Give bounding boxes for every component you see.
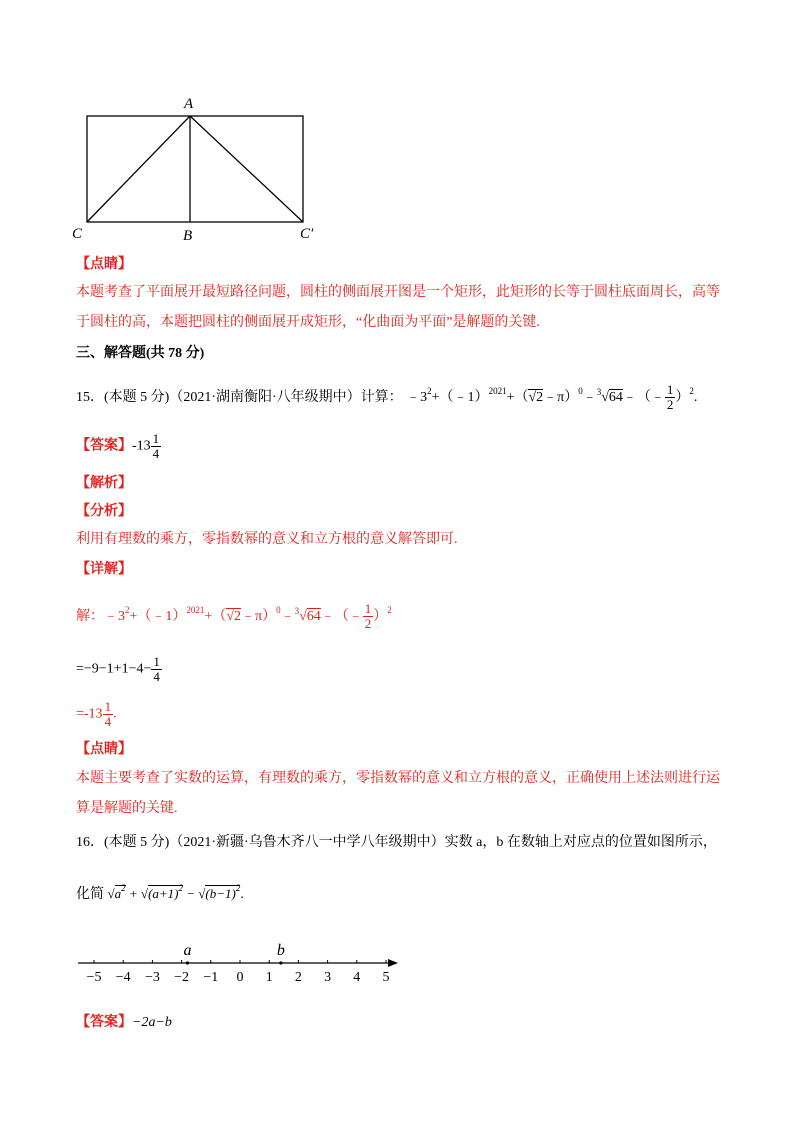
point-a (186, 961, 189, 964)
q16-expression: $√a^2 + √(a+1)^2 - √(b-1)^2$ (107, 883, 241, 901)
dianjing-heading: 【点睛】 (76, 257, 132, 272)
q16-simplify: 化简 $√a^2 + √(a+1)^2 - √(b-1)^2$. (76, 883, 244, 902)
q15-step-2: =-13 $\frac{1}{4}$ . (76, 699, 117, 729)
q15-expression: $﹣3^2+(﹣1)^{2021}+(√2﹣\pi)^0﹣^3√64﹣(﹣$ $\frac{1}{2}$ ）$^2$. (406, 382, 698, 413)
q16-simplify-label: 化简 (76, 887, 104, 902)
number-line-tick-label: −3 (144, 970, 160, 985)
q15-step2-text: =-13 (76, 706, 103, 722)
dianjing-line-2: 于圆柱的高，本题把圆柱的侧面展开成矩形，“化曲面为平面”是解题的关键. (76, 315, 540, 330)
q15-step-1: =−9−1+1−4− $\frac{1}{4}$ (76, 654, 160, 684)
number-line-tick-label: 2 (294, 970, 302, 985)
q16-answer (76, 1013, 172, 1033)
label-b: B (183, 228, 193, 244)
number-line-tick-label: −1 (203, 970, 219, 985)
q16-answer-value: −2a−b (132, 1015, 172, 1030)
q15-dianjing-line-1: 本题主要考查了实数的运算，有理数的乘方，零指数幂的意义和立方根的意义，正确使用上述法则进行运 (76, 771, 720, 786)
q15-step1-text: =−9−1+1−4− (76, 661, 152, 677)
q15-answer-fraction: $\frac{1}{4}$ (152, 431, 160, 461)
segment-ca (87, 116, 190, 222)
number-line-tick-label: −4 (115, 970, 131, 985)
number-line-arrow (388, 959, 398, 967)
point-a-label: a (183, 942, 192, 959)
q15-fenxi-text: 利用有理数的乘方，零指数幂的意义和立方根的意义解答即可. (76, 532, 458, 547)
point-b (279, 961, 282, 964)
dianjing-line-1: 本题考查了平面展开最短路径问题，圆柱的侧面展开图是一个矩形，此矩形的长等于圆柱底面周长，高等 (76, 285, 720, 300)
number-line-tick-label: 0 (236, 970, 244, 985)
q15-dianjing-line-2: 算是解题的关键. (76, 801, 178, 816)
rectangle-outline (87, 116, 303, 222)
rectangle-figure (60, 90, 340, 250)
part3-title: 三、解答题(共 78 分) (76, 346, 205, 361)
q16-answer-label: 【答案】 (76, 1015, 132, 1030)
number-line-tick-label: −2 (174, 970, 190, 985)
q16-stem: 16．(本题 5 分)（2021·新疆·乌鲁木齐八一中学八年级期中）实数 a，b 在数轴上对应点的位置如图所示， (76, 835, 717, 850)
q15-answer-label: 【答案】 (76, 438, 132, 454)
q15-stem (76, 381, 697, 412)
q15-answer-value: -13 (132, 438, 151, 454)
q15-fenxi-label: 【分析】 (76, 504, 132, 519)
q15-dianjing-label: 【点睛】 (76, 742, 132, 757)
label-c-prime: C′ (300, 226, 314, 242)
number-line-tick-label: 3 (324, 970, 332, 985)
q15-detail-label: 【详解】 (76, 562, 132, 577)
number-line-tick-label: 4 (353, 970, 361, 985)
number-line-tick-label: 1 (265, 970, 273, 985)
point-b-label: b (276, 942, 285, 959)
label-c: C (72, 226, 83, 242)
q15-solution-line: 解：$﹣3^2+(﹣1)^{2021}+(√2﹣\pi)^0﹣^3√64﹣(﹣$ $\frac{1}{2}$ ）$^2$ (76, 601, 392, 632)
segment-ac2 (190, 116, 303, 222)
label-a: A (184, 96, 194, 112)
q15-answer (76, 432, 161, 461)
number-line-tick-label: 5 (382, 970, 390, 985)
number-line (70, 935, 410, 985)
q15-prefix: 15．(本题 5 分)（2021·湖南衡阳·八年级期中）计算： (76, 390, 403, 405)
q15-solve-prefix: 解： (76, 609, 104, 624)
q15-analysis-label: 【解析】 (76, 476, 132, 491)
number-line-tick-label: −5 (86, 970, 102, 985)
